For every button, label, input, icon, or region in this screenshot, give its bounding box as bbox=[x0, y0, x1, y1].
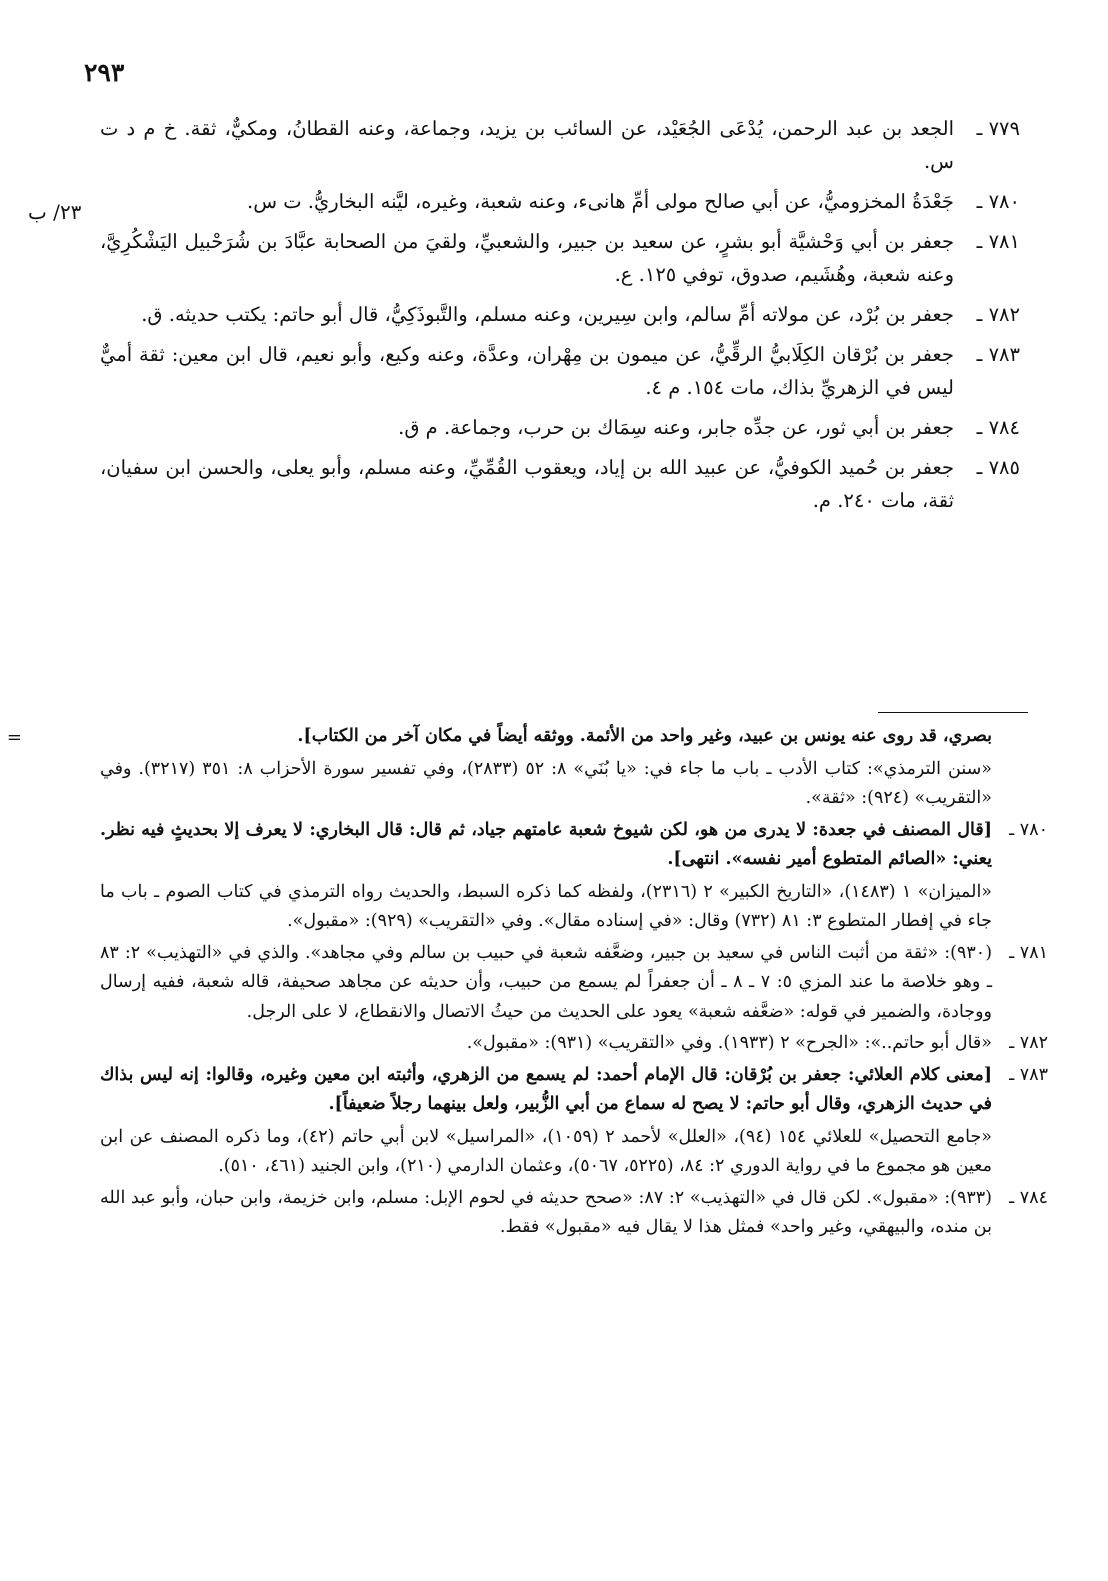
entry-784 bbox=[100, 411, 1020, 444]
note-paragraph: «سنن الترمذي»: كتاب الأدب ـ باب ما جاء في: «يا بُنَي» ٨: ٥٢ (٢٨٣٣)، وفي تفسير سورة الأحزاب ٨: ٣٥١ (٣٢١٧). وفي «التقريب» (٩٢٤): «ثقة». bbox=[100, 758, 992, 808]
note-number: ٧٨٤ ـ bbox=[1009, 1187, 1048, 1208]
entry-number: ٧٨٥ ـ bbox=[976, 456, 1020, 479]
entry-number: ٧٨٤ ـ bbox=[976, 416, 1020, 439]
entry-780 bbox=[100, 185, 1020, 218]
note-number: ٧٨٣ ـ bbox=[1009, 1064, 1048, 1085]
entry-number: ٧٨٠ ـ bbox=[976, 190, 1020, 213]
margin-folio-note: ٢٣/ ب bbox=[28, 200, 82, 224]
entry-text: جعفر بن أبي ثور، عن جدِّه جابر، وعنه سِمَاك بن حرب، وجماعة. م ق. bbox=[398, 416, 954, 439]
note-continued bbox=[100, 722, 1048, 814]
entry-779 bbox=[100, 112, 1020, 178]
note-number: ٧٨٠ ـ bbox=[1009, 819, 1048, 840]
entry-text: جَعْدَةُ المخزوميُّ، عن أبي صالح مولى أمِّ هانىء، وعنه شعبة، وغيره، ليَّنه البخاريُّ. ت س. bbox=[247, 190, 954, 213]
page-number: ٢٩٣ bbox=[84, 58, 125, 87]
entry-number: ٧٧٩ ـ bbox=[976, 117, 1020, 140]
entry-text: جعفر بن أبي وَحْشيَّة أبو بشرٍ، عن سعيد بن جبير، والشعبيِّ، ولقيَ من الصحابة عبَّادَ بن شُرَحْبيل اليَشْكُرِيَّ، وعنه شعبة، وهُشَيم، صدوق، توفي ١٢٥. ع. bbox=[100, 230, 954, 286]
note-780 bbox=[100, 816, 1048, 937]
note-paragraph: «قال أبو حاتم..»: «الجرح» ٢ (١٩٣٣). وفي «التقريب» (٩٣١): «مقبول». bbox=[466, 1033, 992, 1053]
note-number: ٧٨١ ـ bbox=[1009, 942, 1048, 963]
entry-text: الجعد بن عبد الرحمن، يُدْعَى الجُعَيْد، عن السائب بن يزيد، وجماعة، وعنه القطانُ، ومكيٌّ، ثقة. خ م د ت س. bbox=[100, 117, 954, 173]
entry-text: جعفر بن حُميد الكوفيُّ، عن عبيد الله بن إياد، ويعقوب القُمِّيِّ، وعنه مسلم، وأبو يعلى، والحسن ابن سفيان، ثقة، مات ٢٤٠. م. bbox=[100, 456, 954, 512]
note-783 bbox=[100, 1061, 1048, 1182]
note-paragraph: (٩٣٠): «ثقة من أثبت الناس في سعيد بن جبير، وضعَّفه شعبة في حبيب بن سالم وفي مجاهد». والذي في «التهذيب» ٢: ٨٣ ـ وهو خلاصة ما عند المزي ٥: ٧ ـ ٨ ـ أن جعفراً لم يسمع من حبيب، وأن حديثه عن مجاهد صحيفة، قاله شعبة، ففيه إرسال ووجادة، والضمير في قوله: «ضعَّفه شعبة» يعود على الحديث من حيثُ الاتصال والانقطاع، لا على الرجل. bbox=[100, 942, 993, 1022]
entry-number: ٧٨٣ ـ bbox=[976, 343, 1020, 366]
continuation-mark: = bbox=[6, 727, 22, 748]
entry-number: ٧٨٢ ـ bbox=[976, 303, 1020, 326]
entry-text: جعفر بن بُرْد، عن مولاته أمِّ سالم، وابن سِيرين، وعنه مسلم، والتَّبوذَكِيُّ، قال أبو حاتم: يكتب حديثه. ق. bbox=[141, 303, 954, 326]
footnotes bbox=[100, 722, 1048, 1245]
entry-number: ٧٨١ ـ bbox=[976, 230, 1020, 253]
note-784 bbox=[100, 1184, 1048, 1243]
note-paragraph: [قال المصنف في جعدة: لا يدرى من هو، لكن شيوخ شعبة عامتهم جياد، ثم قال: قال البخاري: لا يعرف إلا بحديثٍ فيه نظر. يعني: «الصائم المتطوع أمير نفسه». انتهى]. bbox=[100, 819, 992, 869]
main-entries bbox=[100, 112, 1020, 524]
note-number: ٧٨٢ ـ bbox=[1009, 1033, 1048, 1053]
note-paragraph: بصري، قد روى عنه يونس بن عبيد، وغير واحد من الأئمة. ووثقه أيضاً في مكان آخر من الكتاب]. bbox=[297, 726, 992, 746]
note-paragraph: (٩٣٣): «مقبول». لكن قال في «التهذيب» ٢: ٨٧: «صحح حديثه في لحوم الإبل: مسلم، وابن خزيمة، وابن حبان، وأبو عبد الله بن منده، والبيهقي، وغير واحد» فمثل هذا لا يقال فيه «مقبول» فقط. bbox=[100, 1187, 992, 1237]
entry-783 bbox=[100, 338, 1020, 404]
note-781 bbox=[100, 939, 1048, 1028]
footnote-separator bbox=[878, 712, 1028, 713]
note-paragraph: «الميزان» ١ (١٤٨٣)، «التاريخ الكبير» ٢ (٢٣١٦)، ولفظه كما ذكره السبط، والحديث رواه الترمذي في كتاب الصوم ـ باب ما جاء في إفطار المتطوع ٣: ٨١ (٧٣٢) وقال: «في إسناده مقال». وفي «التقريب» (٩٢٩): «مقبول». bbox=[100, 881, 993, 931]
note-782 bbox=[100, 1029, 1048, 1059]
entry-text: جعفر بن بُرْقان الكِلَابيُّ الرقِّيُّ، عن ميمون بن مِهْران، وعدَّة، وعنه وكيع، وأبو نعيم، قال ابن معين: ثقة أميٌّ ليس في الزهريِّ بذاك، مات ١٥٤. م ٤. bbox=[100, 343, 954, 399]
entry-781 bbox=[100, 225, 1020, 291]
note-paragraph: [معنى كلام العلائي: جعفر بن بُرْقان: قال الإمام أحمد: لم يسمع من الزهري، وأثبته ابن معين وغيره، وقالوا: إنه ليس بذاك في حديث الزهري، وقال أبو حاتم: لا يصح له سماع من أبي الزُّبير، ولعل بينهما رجلاً ضعيفاً]. bbox=[100, 1064, 992, 1114]
entry-782 bbox=[100, 298, 1020, 331]
note-paragraph: «جامع التحصيل» للعلائي ١٥٤ (٩٤)، «العلل» لأحمد ٢ (١٠٥٩)، «المراسيل» لابن أبي حاتم (٤٢)، وما ذكره المصنف عن ابن معين هو مجموع ما في رواية الدوري ٢: ٨٤، (٥٢٢٥، ٥٠٦٧)، وعثمان الدارمي (٢١٠)، وابن الجنيد (٤٦١، ٥١٠). bbox=[100, 1126, 993, 1176]
entry-785 bbox=[100, 451, 1020, 517]
